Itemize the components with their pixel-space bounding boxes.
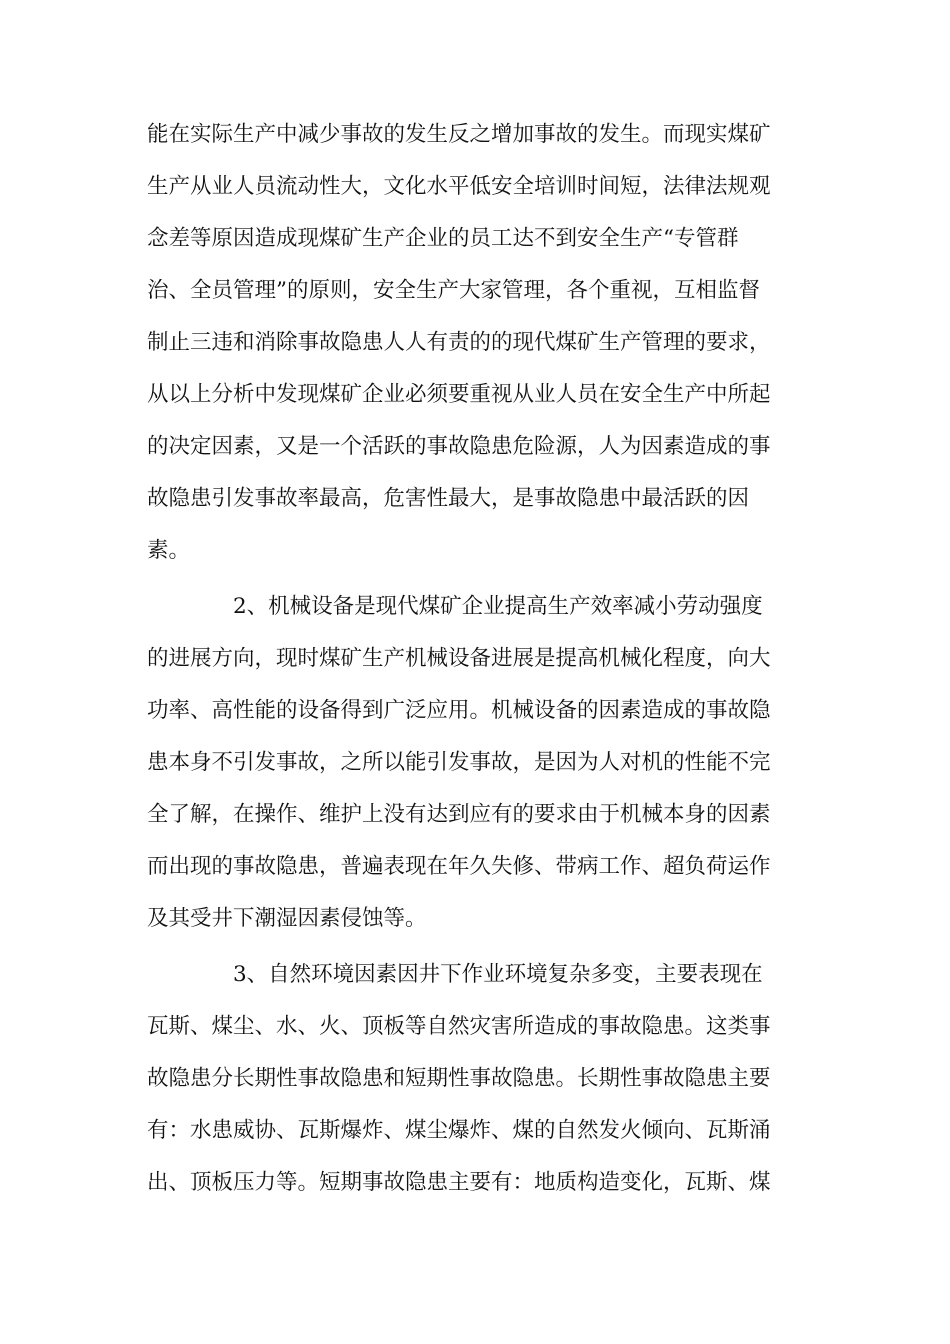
text-line: 而出现的事故隐患，普遍表现在年久失修、带病工作、超负荷运作: [147, 854, 771, 879]
text-line: 念差等原因造成现煤矿生产企业的员工达不到安全生产“专管群: [147, 226, 739, 251]
text-line: 素。: [147, 538, 191, 563]
text-line: 瓦斯、煤尘、水、火、顶板等自然灾害所造成的事故隐患。这类事: [147, 1014, 771, 1039]
text-line: 出、顶板压力等。短期事故隐患主要有：地质构造变化，瓦斯、煤: [147, 1170, 771, 1195]
text-line: 故隐患分长期性事故隐患和短期性事故隐患。长期性事故隐患主要: [147, 1066, 771, 1091]
text-line: 生产从业人员流动性大，文化水平低安全培训时间短，法律法规观: [147, 174, 771, 199]
text-line: 的决定因素，又是一个活跃的事故隐患危险源，人为因素造成的事: [147, 434, 771, 459]
text-line: 2、机械设备是现代煤矿企业提高生产效率减小劳动强度: [233, 594, 763, 619]
text-line: 从以上分析中发现煤矿企业必须要重视从业人员在安全生产中所起: [147, 382, 771, 407]
text-line: 全了解，在操作、维护上没有达到应有的要求由于机械本身的因素: [147, 802, 771, 827]
text-line: 患本身不引发事故，之所以能引发事故，是因为人对机的性能不完: [147, 750, 771, 775]
paragraph-machinery: [147, 581, 807, 945]
text-line: 功率、高性能的设备得到广泛应用。机械设备的因素造成的事故隐: [147, 698, 771, 723]
text-line: 故隐患引发事故率最高，危害性最大，是事故隐患中最活跃的因: [147, 486, 750, 511]
text-line: 治、全员管理”的原则，安全生产大家管理，各个重视，互相监督: [147, 278, 760, 303]
text-line: 的进展方向，现时煤矿生产机械设备进展是提高机械化程度，向大: [147, 646, 771, 671]
text-line: 及其受井下潮湿因素侵蚀等。: [147, 906, 427, 931]
text-line: 3、自然环境因素因井下作业环境复杂多变，主要表现在: [233, 962, 763, 987]
paragraph-human-factors: [147, 109, 807, 577]
paragraph-environment: [147, 949, 807, 1209]
body-text: [147, 109, 807, 1209]
text-line: 有：水患威协、瓦斯爆炸、煤尘爆炸、煤的自然发火倾向、瓦斯涌: [147, 1118, 771, 1143]
text-line: 制止三违和消除事故隐患人人有责的的现代煤矿生产管理的要求，: [147, 330, 771, 355]
text-line: 能在实际生产中减少事故的发生反之增加事故的发生。而现实煤矿: [147, 122, 771, 147]
